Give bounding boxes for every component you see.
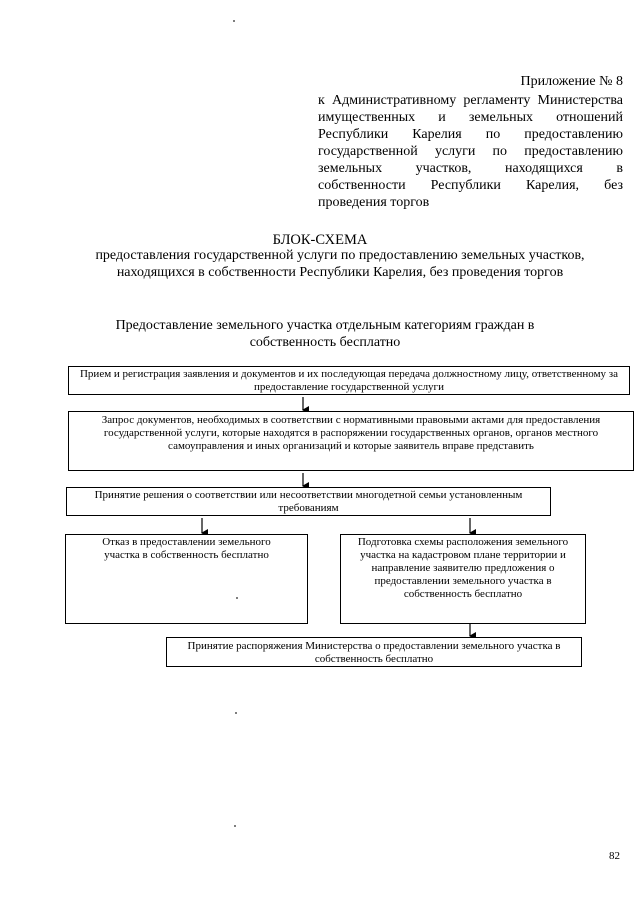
scan-speck: [236, 597, 238, 599]
step-reception-box: [68, 366, 630, 395]
scan-speck: [234, 825, 236, 827]
scan-speck: [235, 712, 237, 714]
scheme-title: БЛОК-СХЕМА: [272, 232, 368, 248]
appendix-text: к Административному регламенту Министерства имущественных и земельных отношений Республики Карелия по предоставлению государственной услуги по предоставлению земельных участков, находящихся в собственности Республики Карелия, без проведения торгов: [318, 93, 623, 210]
step-refusal-box: [65, 534, 308, 624]
step-decision-box: [66, 487, 551, 516]
scan-speck: [233, 20, 235, 22]
step-request-text: Запрос документов, необходимых в соответствии с нормативными правовыми актами для предоставления государственной услуги, которые находятся в распоряжении государственных органов, органов местного самоуправления и иных организаций и которые заявитель вправе представить: [101, 414, 601, 452]
step-order-box: [166, 637, 582, 667]
page-number: 82: [609, 850, 620, 862]
step-request-box: [68, 411, 634, 471]
scheme-subtitle: предоставления государственной услуги по предоставлению земельных участков, находящихся в собственности Республики Карелия, без проведения торгов: [95, 248, 585, 280]
step-order-text: Принятие распоряжения Министерства о предоставлении земельного участка в собственность бесплатно: [187, 640, 561, 665]
step-reception-text: Прием и регистрация заявления и документов и их последующая передача должностному лицу, ответственному за предоставление государственной услуги: [79, 368, 619, 393]
step-preparation-box: [340, 534, 586, 624]
step-refusal-text: Отказ в предоставлении земельного участка в собственность бесплатно: [102, 536, 271, 561]
section-title: Предоставление земельного участка отдельным категориям граждан в собственность бесплатно: [115, 318, 535, 350]
step-preparation-text: Подготовка схемы расположения земельного участка на кадастровом плане территории и направление заявителю предложения о предоставлении земельного участка в собственность бесплатно: [357, 536, 569, 600]
step-decision-text: Принятие решения о соответствии или несоответствии многодетной семьи установленным требованиям: [94, 489, 523, 514]
appendix-title: Приложение № 8: [520, 74, 623, 89]
